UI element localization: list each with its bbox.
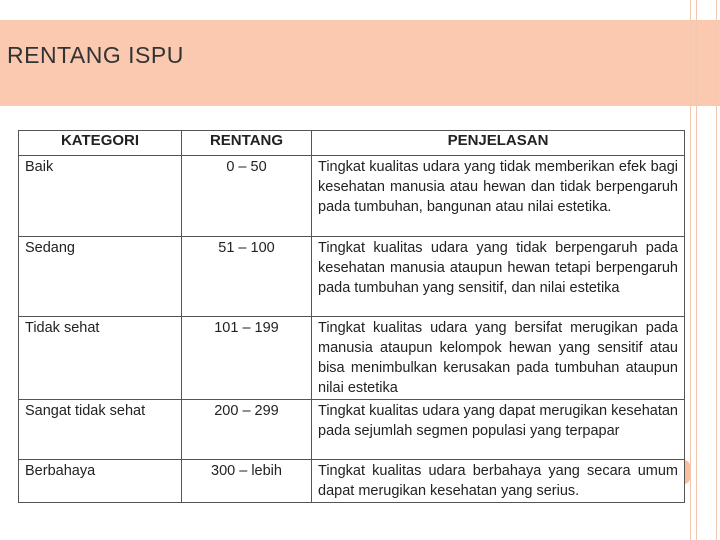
table-row	[19, 400, 685, 460]
table-row	[19, 317, 685, 400]
cell-rentang: 0 – 50	[182, 156, 312, 237]
header-rentang: RENTANG	[182, 131, 312, 156]
cell-penjelasan: Tingkat kualitas udara yang dapat merugikan kesehatan pada sejumlah segmen populasi yang terpapar	[312, 400, 685, 460]
header-penjelasan: PENJELASAN	[312, 131, 685, 156]
table-row	[19, 156, 685, 237]
frame-line	[696, 0, 697, 540]
slide-title: RENTANG ISPU	[7, 42, 184, 68]
table-row	[19, 237, 685, 317]
frame-line	[690, 0, 691, 540]
cell-rentang: 300 – lebih	[182, 460, 312, 503]
table-header-row	[19, 131, 685, 156]
ispu-range-table	[18, 130, 685, 503]
frame-line	[716, 0, 717, 540]
cell-kategori: Tidak sehat	[19, 317, 182, 400]
table-row	[19, 460, 685, 503]
top-margin	[0, 0, 720, 20]
cell-penjelasan: Tingkat kualitas udara berbahaya yang secara umum dapat merugikan kesehatan yang serius.	[312, 460, 685, 503]
cell-rentang: 101 – 199	[182, 317, 312, 400]
cell-rentang: 51 – 100	[182, 237, 312, 317]
cell-rentang: 200 – 299	[182, 400, 312, 460]
cell-kategori: Sangat tidak sehat	[19, 400, 182, 460]
cell-penjelasan: Tingkat kualitas udara yang tidak berpengaruh pada kesehatan manusia ataupun hewan tetapi berpengaruh pada tumbuhan yang sensitif, dan nilai estetika	[312, 237, 685, 317]
cell-kategori: Sedang	[19, 237, 182, 317]
cell-kategori: Baik	[19, 156, 182, 237]
cell-penjelasan: Tingkat kualitas udara yang tidak memberikan efek bagi kesehatan manusia atau hewan dan tidak berpengaruh pada tumbuhan, bangunan atau nilai estetika.	[312, 156, 685, 237]
cell-penjelasan: Tingkat kualitas udara yang bersifat merugikan pada manusia ataupun kelompok hewan yang sensitif atau bisa menimbulkan kerusakan pada tumbuhan ataupun nilai estetika	[312, 317, 685, 400]
cell-kategori: Berbahaya	[19, 460, 182, 503]
header-kategori: KATEGORI	[19, 131, 182, 156]
